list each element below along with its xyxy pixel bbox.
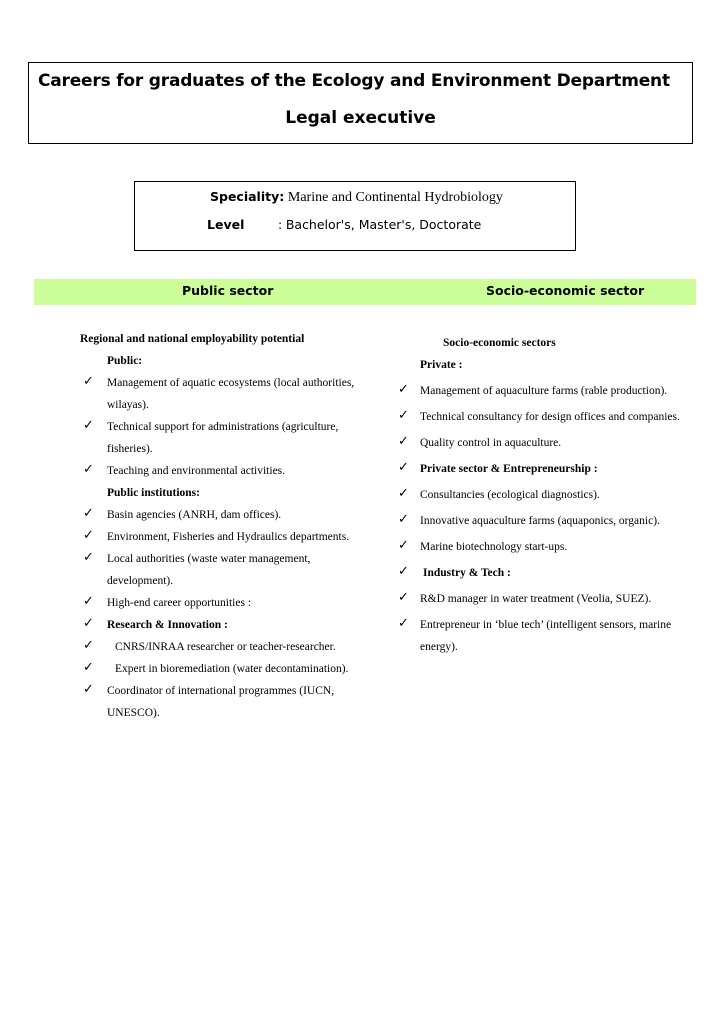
- check-mark-icon: ✓: [83, 550, 94, 565]
- list-item: ✓ Innovative aquaculture farms (aquaponics, organic).: [398, 510, 698, 532]
- check-mark-icon: ✓: [83, 616, 94, 631]
- check-mark-icon: ✓: [398, 408, 409, 423]
- check-mark-icon: ✓: [398, 616, 409, 631]
- check-mark-icon: ✓: [398, 590, 409, 605]
- public-institutions-label: Public institutions:: [107, 487, 200, 499]
- list-item: [398, 458, 698, 480]
- list-item: ✓ Basin agencies (ANRH, dam offices).: [80, 504, 370, 526]
- list-item: ✓ Expert in bioremediation (water decontamination).: [80, 658, 370, 680]
- check-mark-icon: ✓: [398, 460, 409, 475]
- employability-heading: Regional and national employability potential: [80, 333, 305, 345]
- list-item: ✓ R&D manager in water treatment (Veolia, SUEZ).: [398, 588, 698, 610]
- check-mark-icon: ✓: [83, 418, 94, 433]
- level-colon: :: [277, 217, 283, 232]
- list-item: ✓ Management of aquatic ecosystems (local authorities, wilayas).: [83, 374, 355, 411]
- list-item: ✓ High-end career opportunities :: [80, 592, 370, 614]
- list-item: ✓ Entrepreneur in ‘blue tech’ (intelligent sensors, marine energy).: [398, 616, 672, 653]
- check-mark-icon: ✓: [83, 374, 94, 389]
- list-item: ✓ Environment, Fisheries and Hydraulics departments.: [80, 526, 370, 548]
- level-label: Level: [207, 217, 245, 232]
- list-item: ✓ Management of aquaculture farms (rable production).: [398, 380, 698, 402]
- check-mark-icon: ✓: [83, 638, 94, 653]
- research-label: Research & Innovation :: [107, 619, 228, 631]
- check-mark-icon: ✓: [83, 682, 94, 697]
- sector-header-band: [34, 279, 696, 305]
- list-item: ✓ Local authorities (waste water management, development).: [83, 550, 311, 587]
- speciality-box: [134, 181, 576, 251]
- title-box: [28, 62, 693, 144]
- speciality-value: Marine and Continental Hydrobiology: [287, 190, 503, 205]
- socio-economic-sector-header: Socio-economic sector: [486, 283, 645, 298]
- socio-economic-heading: Socio-economic sectors: [443, 337, 556, 349]
- list-item: ✓ Consultancies (ecological diagnostics).: [398, 484, 698, 506]
- list-item: [398, 562, 698, 584]
- check-mark-icon: ✓: [83, 462, 94, 477]
- level-row: [207, 217, 481, 232]
- list-item: [80, 614, 370, 636]
- list-item: ✓ Teaching and environmental activities.: [80, 460, 370, 482]
- page-subtitle: Legal executive: [285, 108, 436, 128]
- list-item: ✓ Technical consultancy for design offices and companies.: [398, 406, 698, 428]
- check-mark-icon: ✓: [83, 506, 94, 521]
- entrepreneurship-label: Private sector & Entrepreneurship :: [420, 463, 598, 475]
- check-mark-icon: ✓: [398, 486, 409, 501]
- check-mark-icon: ✓: [83, 528, 94, 543]
- socio-economic-column: [398, 332, 698, 658]
- check-mark-icon: ✓: [83, 594, 94, 609]
- private-label: Private :: [420, 359, 463, 371]
- public-sector-header: Public sector: [182, 283, 274, 298]
- list-item: ✓ Marine biotechnology start-ups.: [398, 536, 698, 558]
- list-item: ✓ CNRS/INRAA researcher or teacher-researcher.: [80, 636, 370, 658]
- speciality-label: Speciality:: [210, 189, 285, 204]
- check-mark-icon: ✓: [398, 382, 409, 397]
- check-mark-icon: ✓: [398, 512, 409, 527]
- check-mark-icon: ✓: [398, 538, 409, 553]
- speciality-row: [210, 189, 503, 206]
- list-item: ✓ Coordinator of international programmes (IUCN, UNESCO).: [83, 682, 335, 719]
- industry-tech-label: Industry & Tech :: [423, 567, 511, 579]
- check-mark-icon: ✓: [83, 660, 94, 675]
- list-item: ✓ Quality control in aquaculture.: [398, 432, 698, 454]
- page-title: Careers for graduates of the Ecology and Environment Department: [38, 71, 670, 91]
- public-label: Public:: [107, 355, 143, 367]
- check-mark-icon: ✓: [398, 564, 409, 579]
- check-mark-icon: ✓: [398, 434, 409, 449]
- level-value: Bachelor's, Master's, Doctorate: [285, 217, 482, 232]
- list-item: ✓ Technical support for administrations (agriculture, fisheries).: [83, 418, 339, 455]
- public-sector-column: [80, 328, 370, 724]
